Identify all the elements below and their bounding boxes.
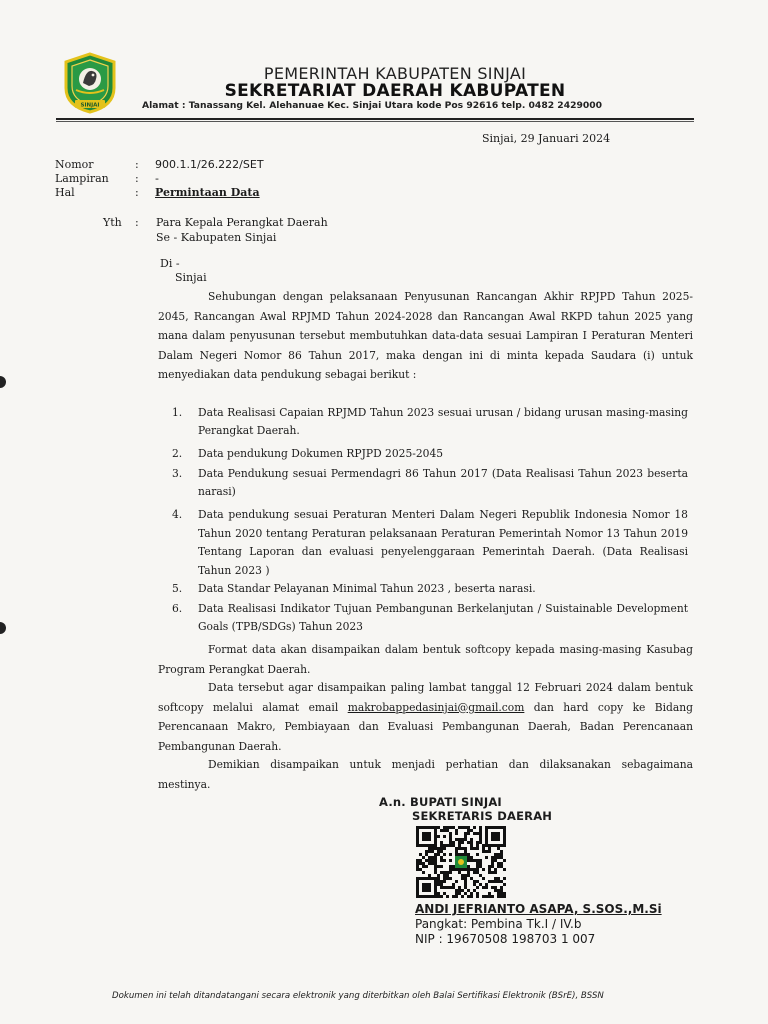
intro-paragraph: Sehubungan dengan pelaksanaan Penyusunan Rancangan Akhir RPJPD Tahun 2025-2045, Rancangan Awal RPJMD Tahun 2024-2028 dan Rancangan Awal RKPD tahun 2025 yang mana dalam penyusunan tersebut membutuhkan data-data sesuai Lampiran I Peraturan Menteri Dalam Negeri Nomor 86 Tahun 2017, maka dengan ini di minta kepada Saudara (i) untuk menyediakan data pendukung sebagai berikut :: [158, 290, 693, 381]
letter-page: SINJAI PEMERINTAH KABUPATEN SINJAI SEKRETARIAT DAERAH KABUPATEN Alamat : Tanassang Kel. Alehanuae Kec. Sinjai Utara kode Pos 92616 telp. 0482 2429000 Sinjai, 29 Januari 2024 Nomor : 900.1.1/26.222/SET Lampiran : - Hal : Permintaan Data Yth : Para Kepala Perangkat Daerah Se - Kabupaten Sinjai Di - Sinjai Sehubungan dengan pelaksanaan Penyusunan Rancangan Akhir RPJPD Tahun 2025-2045, Rancangan Awal RPJMD Tahun 2024-2028 dan Rancangan Awal RKPD tahun 2025 yang mana dalam penyusunan tersebut membutuhkan data-data sesuai Lampiran I Peraturan Menteri Dalam Negeri Nomor 86 Tahun 2017, maka dengan ini di minta kepada Saudara (i) untuk menyediakan data pendukung sebagai berikut : 1. Data Realisasi Capaian RPJMD Tahun 2023 sesuai urusan / bidang urusan masing-masing Perangkat Daerah. 2. Data pendukung Dokumen RPJPD 2025-2045 3. Data Pendukung sesuai Permendagri 86 Tahun 2017 (Data Realisasi Tahun 2023 beserta narasi) 4. Data pendukung sesuai Peraturan Menteri Dalam Negeri Republik Indonesia Nomor 18 Tahun 2020 tentang Peraturan pelaksanaan Peraturan Pemerintah Nomor 13 Tahun 2019 Tentang Laporan dan evaluasi penyelenggaraan Pemerintah Daerah. (Data Realisasi Tahun 2023 ) 5. Data Standar Pelayanan Minimal Tahun 2023 , beserta narasi. 6. Data Realisasi Indikator Tujuan Pembangunan Berkelanjutan / Suistainable Development Goals (TPB/SDGs) Tahun 2023 Format data akan disampaikan dalam bentuk softcopy kepada masing-masing Kasubag Program Perangkat Daerah. Data tersebut agar disampaikan paling lambat tanggal 12 Februari 2024 dalam bentuk softcopy melalui alamat email makrobappedasinjai@gmail.com dan hard copy ke Bidang Perencanaan Makro, Pembiayaan dan Evaluasi Pembangunan Daerah, Badan Perencanaan Pembangunan Daerah. Demikian disampaikan untuk menjadi perhatian dan dilaksanakan sebagaimana mestinya. A.n. BUPATI SINJAI SEKRETARIS DAERAH ANDI JEFRIANTO ASAPA, S.SOS.,M.Si Pangkat: Pembina Tk.I / IV.b NIP : 19670508 198703 1 007 Dokumen ini telah ditandatangani secara elektronik yang diterbitkan oleh Balai Sertifikasi Elektronik (BSrE), BSSN: [0, 0, 768, 1024]
meta-value: Permintaan Data: [155, 186, 260, 199]
letter-date: Sinjai, 29 Januari 2024: [482, 132, 611, 145]
recipient-yth: Yth: [103, 216, 122, 229]
recipient-di: Di -: [160, 257, 180, 270]
deadline-paragraph: Data tersebut agar disampaikan paling lambat tanggal 12 Februari 2024 dalam bentuk softcopy melalui alamat email makrobappedasinjai@gmail.com dan hard copy ke Bidang Perencanaan Makro, Pembiayaan dan Evaluasi Pembangunan Daerah, Badan Perencanaan Pembangunan Daerah.: [158, 681, 693, 753]
government-name: PEMERINTAH KABUPATEN SINJAI: [263, 64, 527, 83]
signatory-name: ANDI JEFRIANTO ASAPA, S.SOS.,M.Si: [415, 902, 662, 916]
closing-paragraph: Demikian disampaikan untuk menjadi perhatian dan dilaksanakan sebagaimana mestinya.: [158, 758, 693, 791]
recipient-place: Sinjai: [175, 271, 207, 284]
qr-code-icon: [416, 826, 506, 898]
recipient-line2: Se - Kabupaten Sinjai: [156, 231, 277, 244]
signatory-title: SEKRETARIS DAERAH: [412, 809, 553, 823]
letterhead-divider-thin: [56, 121, 694, 122]
office-address: Alamat : Tanassang Kel. Alehanuae Kec. Sinjai Utara kode Pos 92616 telp. 0482 2429000: [142, 100, 603, 111]
meta-value: 900.1.1/26.222/SET: [155, 158, 264, 171]
e-signature-footer: Dokumen ini telah ditandatangani secara elektronik yang diterbitkan oleh Balai Sertifikasi Elektronik (BSrE), BSSN: [112, 991, 604, 1001]
binder-hole: [0, 376, 6, 388]
contact-email-link[interactable]: makrobappedasinjai@gmail.com: [347, 700, 525, 714]
meta-label: Nomor: [55, 158, 94, 171]
sinjai-regency-emblem-icon: [62, 52, 118, 114]
meta-label: Hal: [55, 186, 75, 199]
signatory-nip: NIP : 19670508 198703 1 007: [415, 932, 596, 946]
letterhead-divider: [56, 118, 694, 120]
signatory-rank: Pangkat: Pembina Tk.I / IV.b: [415, 917, 582, 931]
recipient-line1: Para Kepala Perangkat Daerah: [156, 216, 328, 229]
office-name: SEKRETARIAT DAERAH KABUPATEN: [224, 81, 566, 101]
format-paragraph: Format data akan disampaikan dalam bentuk softcopy kepada masing-masing Kasubag Program Perangkat Daerah.: [158, 643, 693, 676]
meta-label: Lampiran: [55, 172, 109, 185]
meta-value: -: [155, 172, 159, 185]
signatory-on-behalf: A.n. BUPATI SINJAI: [379, 795, 502, 809]
binder-hole: [0, 622, 6, 634]
logo-text: SINJAI: [80, 102, 100, 109]
